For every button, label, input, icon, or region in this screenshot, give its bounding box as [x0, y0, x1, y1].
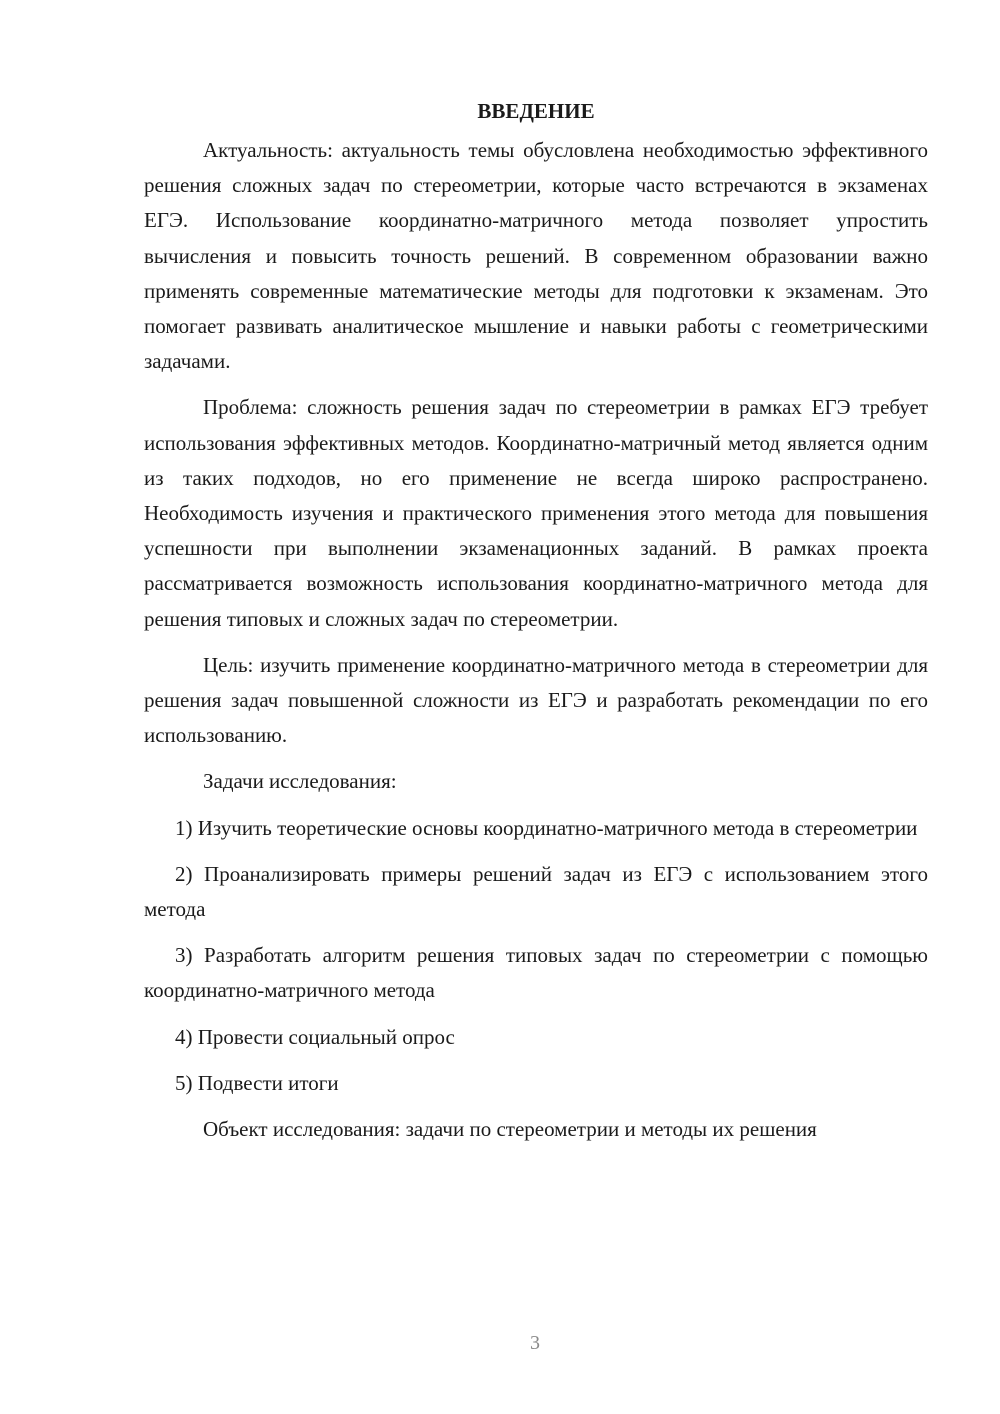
- problem-paragraph: Проблема: сложность решения задач по стереометрии в рамках ЕГЭ требует использования эффективных методов. Координатно-матричный метод является одним из таких подходов, но его применение не всегда широко распространено. Необходимость изучения и практического применения этого метода для повышения успешности при выполнении экзаменационных заданий. В рамках проекта рассматривается возможность использования координатно-матричного метода для решения типовых и сложных задач по стереометрии.: [144, 395, 928, 631]
- goal-paragraph: Цель: изучить применение координатно-матричного метода в стереометрии для решения задач повышенной сложности из ЕГЭ и разработать рекомендации по его использованию.: [144, 652, 928, 748]
- page-number: 3: [530, 1332, 540, 1354]
- relevance-paragraph: Актуальность: актуальность темы обусловлена необходимостью эффективного решения сложных задач по стереометрии, которые часто встречаются в экзаменах ЕГЭ. Использование координатно-матричного метода позволяет упростить вычисления и повысить точность решений. В современном образовании важно применять современные математические методы для подготовки к экзаменам. Это помогает развивать аналитическое мышление и навыки работы с геометрическими задачами.: [144, 138, 928, 374]
- task-item-3: 3) Разработать алгоритм решения типовых задач по стереометрии с помощью координатно-матричного метода: [144, 943, 928, 1003]
- section-title: ВВЕДЕНИЕ: [477, 99, 595, 123]
- task-item-1: 1) Изучить теоретические основы координатно-матричного метода в стереометрии: [175, 815, 918, 840]
- document-page: [144, 93, 928, 1158]
- research-object-line: Объект исследования: задачи по стереометрии и методы их решения: [203, 1117, 817, 1142]
- tasks-heading: Задачи исследования:: [203, 769, 397, 794]
- task-item-2: 2) Проанализировать примеры решений задач из ЕГЭ с использованием этого метода: [144, 861, 928, 922]
- task-item-4: 4) Провести социальный опрос: [175, 1024, 455, 1049]
- task-item-5: 5) Подвести итоги: [175, 1070, 339, 1095]
